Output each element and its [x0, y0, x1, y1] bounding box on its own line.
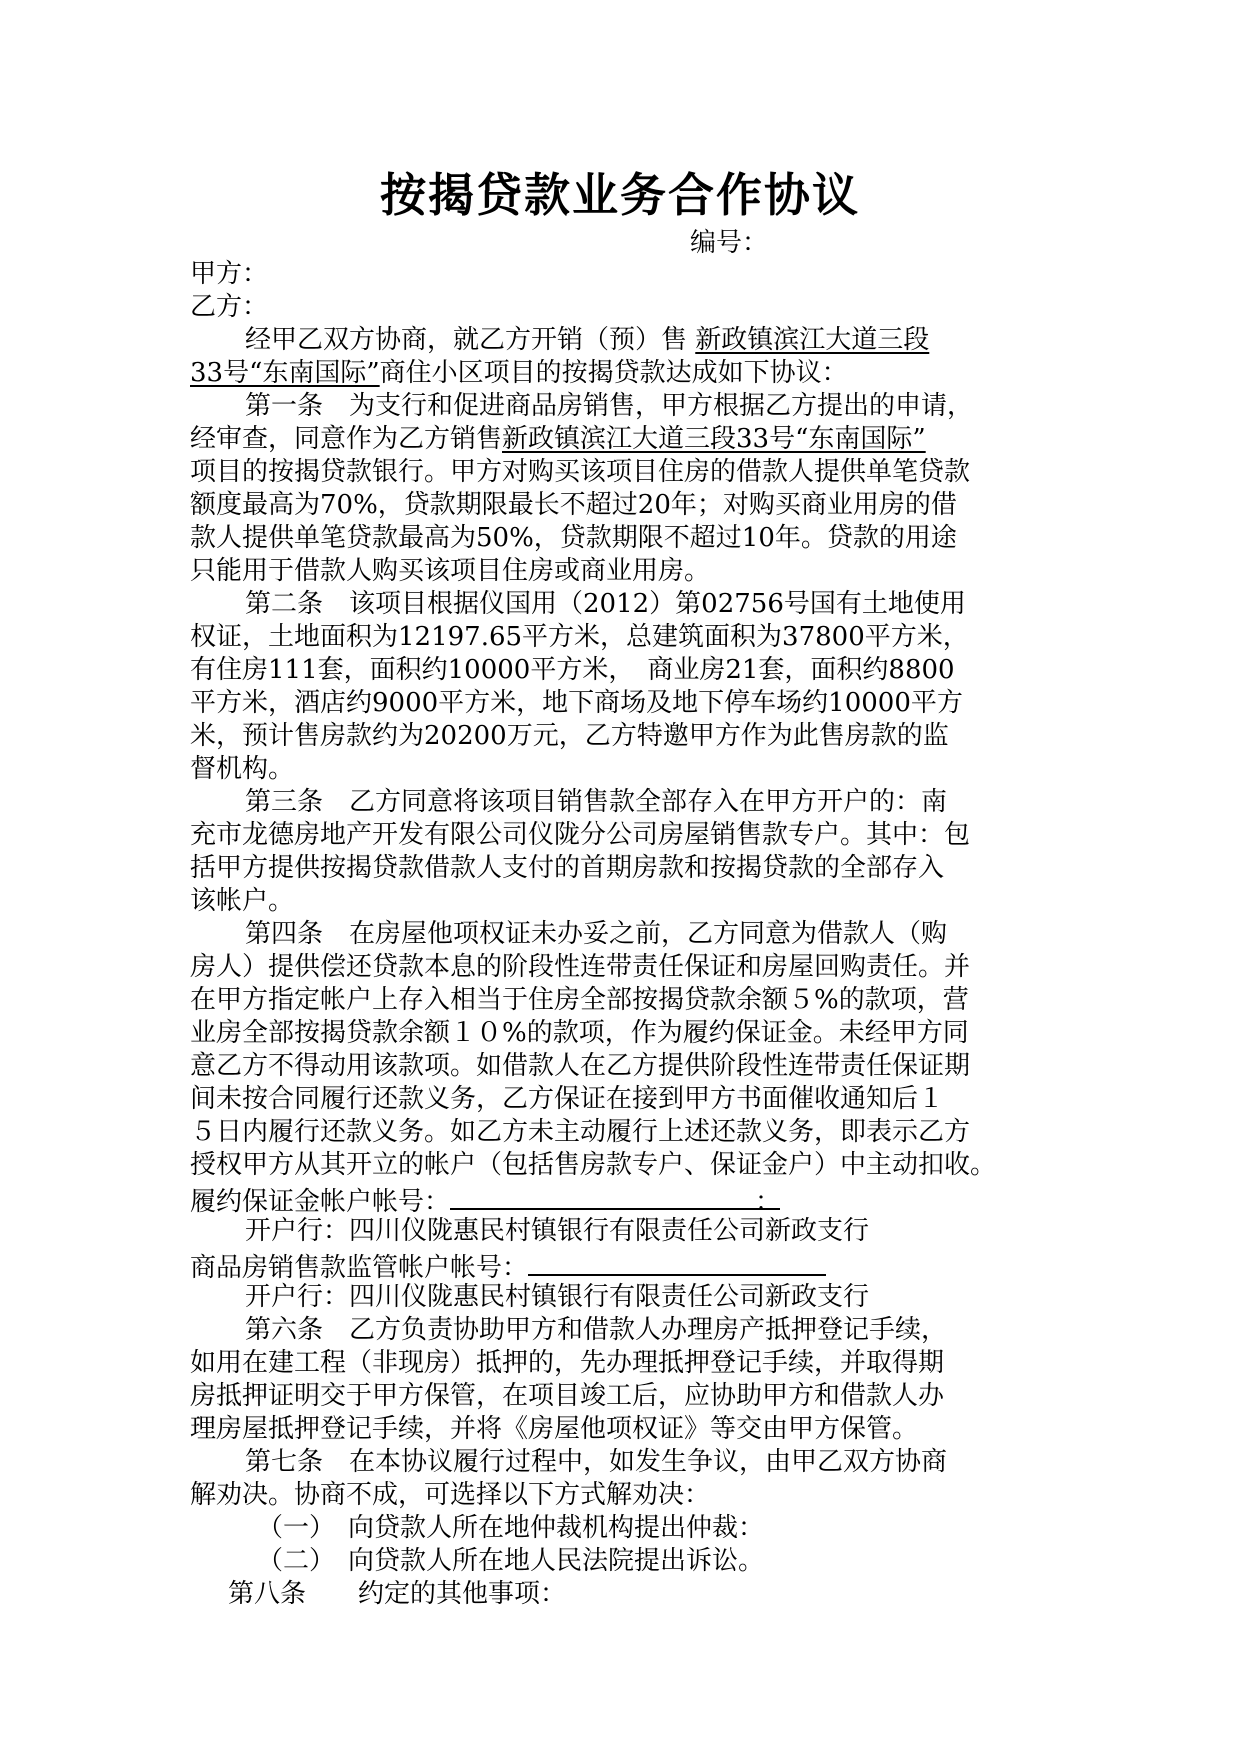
supervision-account-blank	[528, 1248, 826, 1276]
article-2-line: 督机构。	[190, 754, 295, 784]
article-2-line: 第二条 该项目根据仪国用（2012）第02756号国有土地使用	[245, 589, 966, 619]
intro-line-2	[190, 357, 1070, 390]
project-address-underlined: 新政镇滨江大道三段	[695, 325, 930, 355]
article-6-line: 第六条 乙方负责协助甲方和借款人办理房产抵押登记手续，	[245, 1315, 948, 1345]
project-name-underlined: 33号“东南国际”	[190, 358, 380, 388]
article-4-line: 意乙方不得动用该款项。如借款人在乙方提供阶段性连带责任保证期	[190, 1051, 971, 1081]
article-1-line: 项目的按揭贷款银行。甲方对购买该项目住房的借款人提供单笔贷款	[190, 457, 971, 487]
project-name-underlined: 新政镇滨江大道三段33号“东南国际”	[502, 424, 926, 454]
article-7-line: 解劝决。协商不成，可选择以下方式解劝决：	[190, 1480, 711, 1510]
bank-line-2: 开户行：四川仪陇惠民村镇银行有限责任公司新政支行	[245, 1282, 870, 1312]
article-6-line: 房抵押证明交于甲方保管，在项目竣工后，应协助甲方和借款人办	[190, 1381, 945, 1411]
supervision-account-label: 商品房销售款监管帐户帐号：	[190, 1253, 529, 1283]
article-1-line	[190, 423, 1070, 456]
article-2-line: 平方米，酒店约9000平方米，地下商场及地下停车场约10000平方	[190, 688, 963, 718]
intro-line-1	[245, 324, 1125, 357]
article-3-line: 该帐户。	[190, 886, 295, 916]
party-b-label: 乙方：	[190, 292, 269, 322]
guarantee-account-colon: ：	[755, 1187, 782, 1217]
article-2-line: 权证，土地面积为12197.65平方米，总建筑面积为37800平方米，	[190, 622, 969, 652]
guarantee-account-blank	[450, 1182, 780, 1210]
article-1-line: 额度最高为70%，贷款期限最长不超过20年；对购买商业用房的借	[190, 490, 957, 520]
article-4-line: 房人）提供偿还贷款本息的阶段性连带责任保证和房屋回购责任。并	[190, 952, 971, 982]
article-1-line: 款人提供单笔贷款最高为50%，贷款期限不超过10年。贷款的用途	[190, 523, 957, 553]
article-7-option-1: （一） 向贷款人所在地仲裁机构提出仲裁：	[257, 1513, 765, 1543]
article-3-line: 充市龙德房地产开发有限公司仪陇分公司房屋销售款专户。其中：包	[190, 820, 971, 850]
article-4-line: 间未按合同履行还款义务，乙方保证在接到甲方书面催收通知后１	[190, 1084, 945, 1114]
intro-text: 商住小区项目的按揭贷款达成如下协议：	[379, 358, 848, 388]
article-6-line: 理房屋抵押登记手续，并将《房屋他项权证》等交由甲方保管。	[190, 1414, 919, 1444]
article-3-line: 第三条 乙方同意将该项目销售款全部存入在甲方开户的：南	[245, 787, 948, 817]
article-1-text: 经审查，同意作为乙方销售	[190, 424, 503, 454]
document-title: 按揭贷款业务合作协议	[380, 168, 860, 222]
article-8-line: 第八条 约定的其他事项：	[228, 1579, 567, 1609]
article-4-line: ５日内履行还款义务。如乙方未主动履行上述还款义务，即表示乙方	[190, 1117, 971, 1147]
article-2-line: 有住房111套，面积约10000平方米， 商业房21套，面积约8800	[190, 655, 955, 685]
article-3-line: 括甲方提供按揭贷款借款人支付的首期房款和按揭贷款的全部存入	[190, 853, 945, 883]
article-2-line: 米，预计售房款约为20200万元，乙方特邀甲方作为此售房款的监	[190, 721, 949, 751]
article-4-line: 在甲方指定帐户上存入相当于住房全部按揭贷款余额５%的款项，营	[190, 985, 969, 1015]
guarantee-account-label: 履约保证金帐户帐号：	[190, 1187, 451, 1217]
bank-line-1: 开户行：四川仪陇惠民村镇银行有限责任公司新政支行	[245, 1216, 870, 1246]
number-label: 编号：	[690, 228, 769, 258]
article-4-line: 业房全部按揭贷款余额１０%的款项，作为履约保证金。未经甲方同	[190, 1018, 969, 1048]
guarantee-account-line	[190, 1182, 1070, 1219]
article-7-option-2: （二） 向贷款人所在地人民法院提出诉讼。	[257, 1546, 765, 1576]
article-4-line: 第四条 在房屋他项权证未办妥之前，乙方同意为借款人（购	[245, 919, 948, 949]
article-1-line: 只能用于借款人购买该项目住房或商业用房。	[190, 556, 711, 586]
supervision-account-line	[190, 1248, 1070, 1285]
intro-text: 经甲乙双方协商，就乙方开销（预）售	[245, 325, 696, 355]
article-7-line: 第七条 在本协议履行过程中，如发生争议，由甲乙双方协商	[245, 1447, 948, 1477]
article-4-line: 授权甲方从其开立的帐户（包括售房款专户、保证金户）中主动扣收。	[190, 1150, 997, 1180]
party-a-label: 甲方：	[190, 259, 269, 289]
article-6-line: 如用在建工程（非现房）抵押的，先办理抵押登记手续，并取得期	[190, 1348, 945, 1378]
article-1-line: 第一条 为支行和促进商品房销售，甲方根据乙方提出的申请，	[245, 391, 974, 421]
